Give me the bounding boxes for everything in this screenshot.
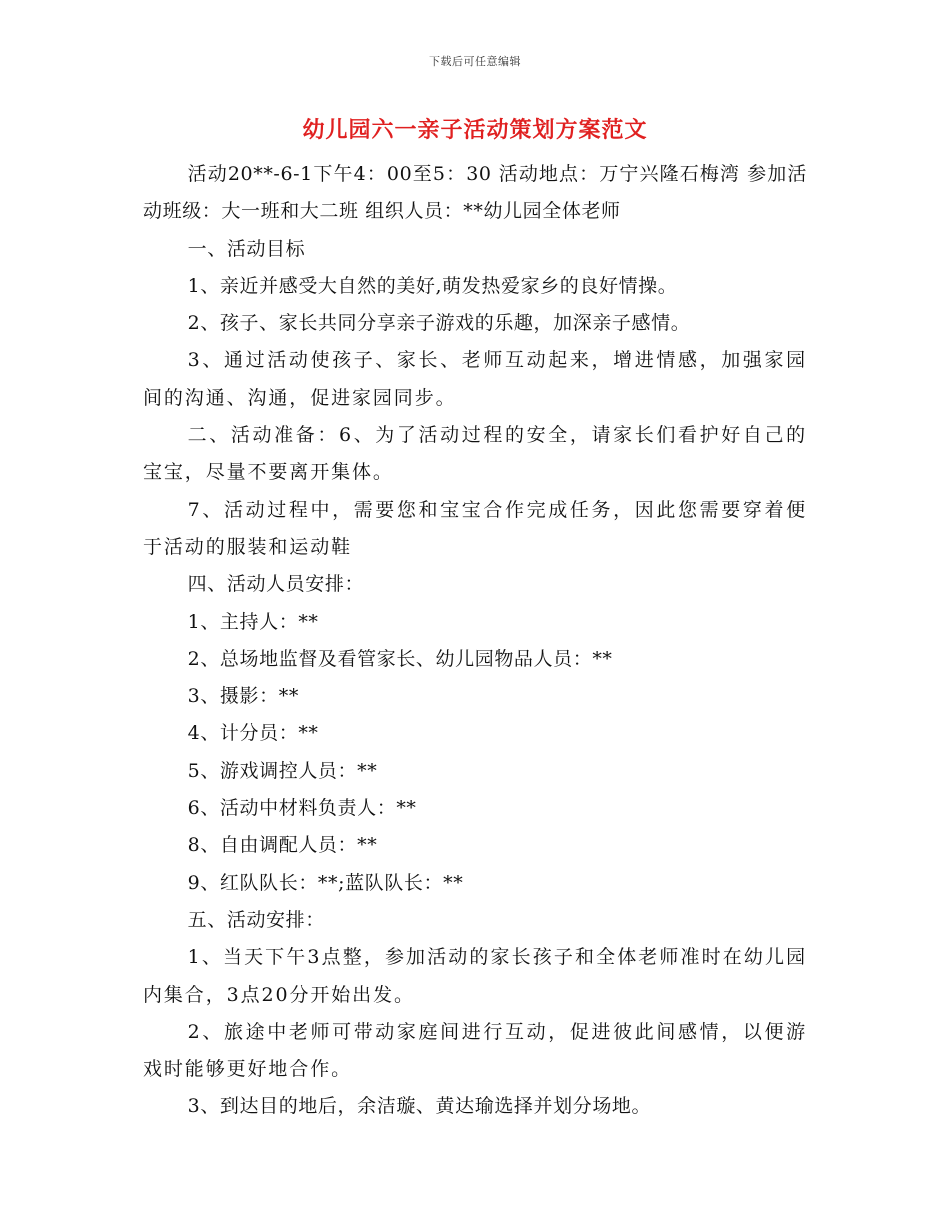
document-title: 幼儿园六一亲子活动策划方案范文 <box>302 117 648 143</box>
paragraph-schedule-1: 1、当天下午3点整，参加活动的家长孩子和全体老师准时在幼儿园内集合，3点20分开始出发。 <box>143 946 807 1006</box>
paragraph-preparation-7: 7、活动过程中，需要您和宝宝合作完成任务，因此您需要穿着便于活动的服装和运动鞋 <box>143 498 807 558</box>
section-heading-goals: 一、活动目标 <box>187 237 306 260</box>
document-body <box>143 156 807 1126</box>
section-heading-staff: 四、活动人员安排： <box>187 573 365 596</box>
list-item-staff-game-control: 5、游戏调控人员：** <box>187 759 378 782</box>
list-item-staff-photography: 3、摄影：** <box>187 685 299 708</box>
list-item-staff-supervisor: 2、总场地监督及看管家长、幼儿园物品人员：** <box>187 647 613 670</box>
list-item-staff-scorer: 4、计分员：** <box>187 722 319 745</box>
list-item-staff-materials: 6、活动中材料负责人：** <box>187 797 417 820</box>
paragraph-schedule-2: 2、旅途中老师可带动家庭间进行互动，促进彼此间感情，以便游戏时能够更好地合作。 <box>143 1020 807 1081</box>
paragraph-goal-3: 3、通过活动使孩子、家长、老师互动起来，增进情感，加强家园间的沟通、沟通，促进家园同步。 <box>143 349 807 409</box>
page-header-note: 下载后可任意编辑 <box>429 55 521 68</box>
paragraph-preparation: 二、活动准备：6、为了活动过程的安全，请家长们看护好自己的宝宝，尽量不要离开集体。 <box>143 424 807 484</box>
list-item-staff-flexible: 8、自由调配人员：** <box>187 834 378 857</box>
paragraph-goal-1: 1、亲近并感受大自然的美好,萌发热爱家乡的良好情操。 <box>187 274 678 297</box>
paragraph-goal-2: 2、孩子、家长共同分享亲子游戏的乐趣，加深亲子感情。 <box>187 312 691 335</box>
paragraph-activity-info: 活动20**-6-1下午4：00至5：30 活动地点：万宁兴隆石梅湾 参加活动班级：大一班和大二班 组织人员：**幼儿园全体老师 <box>143 163 807 223</box>
list-item-staff-host: 1、主持人：** <box>187 610 319 633</box>
section-heading-schedule: 五、活动安排： <box>187 908 325 931</box>
paragraph-schedule-3: 3、到达目的地后，余洁璇、黄达瑜选择并划分场地。 <box>187 1095 652 1118</box>
list-item-staff-captains: 9、红队队长：**;蓝队队长：** <box>187 871 464 894</box>
